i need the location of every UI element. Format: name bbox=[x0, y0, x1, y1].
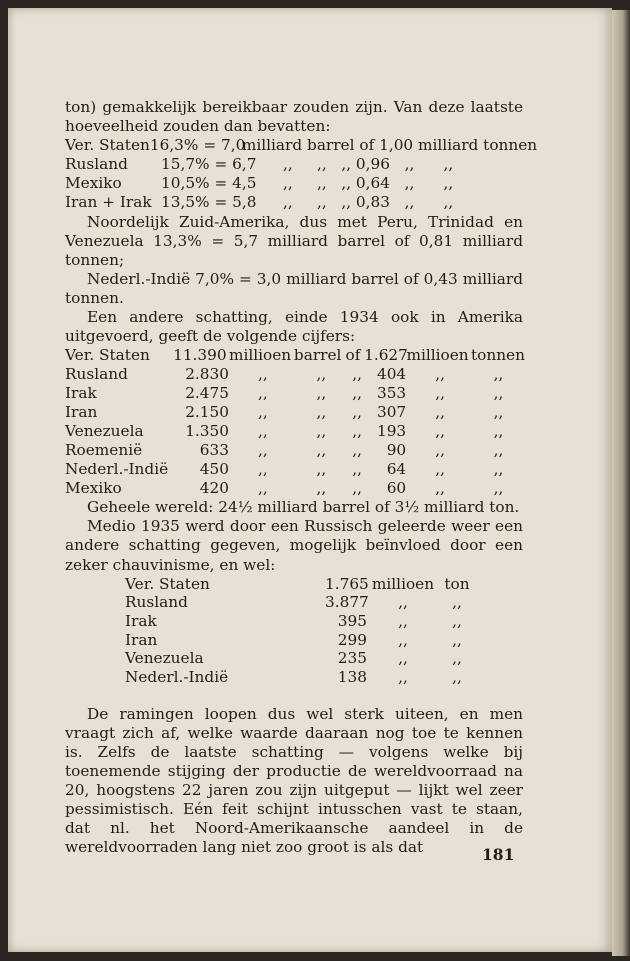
table-row: Mexiko 10,5% = 4,5 ,, ,, ,, 0,64 ,, ,, bbox=[65, 174, 454, 193]
page-number: 181 bbox=[482, 845, 515, 864]
reserves-table-2 bbox=[65, 346, 523, 498]
intro-paragraph: ton) gemakkelijk bereikbaar zouden zijn. Van deze laatste hoeveelheid zouden dan bevatten: bbox=[65, 98, 523, 136]
table-row: Nederl.-Indië 138 ,, ,, bbox=[125, 668, 462, 687]
table-row: Ver. Staten 1.765 millioen ton bbox=[125, 574, 470, 593]
table-row: Iran 2.150 ,, ,, ,, 307 ,, ,, bbox=[65, 403, 504, 422]
reserves-table-3 bbox=[125, 575, 523, 687]
schatting-paragraph: Een andere schatting, einde 1934 ook in Amerika uitgevoerd, geeft de volgende cijfers: bbox=[65, 308, 523, 346]
table-row: Ver. Staten 11.390 millioen barrel of 1.627 millioen tonnen bbox=[65, 346, 525, 365]
table-row: Rusland 15,7% = 6,7 ,, ,, ,, 0,96 ,, ,, bbox=[65, 155, 454, 174]
noord-paragraph: Noordelijk Zuid-Amerika, dus met Peru, Trinidad en Venezuela 13,3% = 5,7 milliard barrel of 0,81 milliard tonnen; bbox=[65, 212, 523, 269]
table-row: Venezuela 235 ,, ,, bbox=[125, 649, 462, 668]
table-row: Nederl.-Indië 450 ,, ,, ,, 64 ,, ,, bbox=[65, 460, 504, 479]
table-row: Iran + Irak 13,5% = 5,8 ,, ,, ,, 0,83 ,, ,, bbox=[65, 193, 454, 212]
table-row: Rusland 2.830 ,, ,, ,, 404 ,, ,, bbox=[65, 365, 504, 384]
indie-paragraph: Nederl.-Indië 7,0% = 3,0 milliard barrel of 0,43 milliard tonnen. bbox=[65, 269, 523, 307]
table-row: Roemenië 633 ,, ,, ,, 90 ,, ,, bbox=[65, 441, 504, 460]
table-row: Mexiko 420 ,, ,, ,, 60 ,, ,, bbox=[65, 479, 504, 498]
table-row: Irak 2.475 ,, ,, ,, 353 ,, ,, bbox=[65, 384, 504, 403]
world-total: Geheele wereld: 24½ milliard barrel of 3½ milliard ton. bbox=[87, 498, 520, 517]
table-row: Ver. Staten 16,3% = 7,0 milliard barrel of 1,00 milliard tonnen bbox=[65, 136, 538, 155]
table-row: Rusland 3.877 ,, ,, bbox=[125, 593, 462, 612]
reserves-table-1 bbox=[65, 136, 538, 212]
page-edge bbox=[612, 10, 630, 956]
ramingen-paragraph: De ramingen loopen dus wel sterk uiteen, en men vraagt zich af, welke waarde daaraan nog toe te kennen is. Zelfs de laatste schatting — volgens welke bij toenemende stijging der productie de wereldvoorraad na 20, hoogstens 22 jaren zou zijn uitgeput — lijkt wel zeer pessimistisch. Eén feit schijnt intusschen vast te staan, dat nl. het Noord-Amerikaansche aandeel in de wereldvoorraden lang niet zoo groot is als dat bbox=[65, 704, 523, 857]
medio-paragraph: Medio 1935 werd door een Russisch geleerde weer een andere schatting gegeven, mogelijk beïnvloed door een zeker chauvinisme, en wel: bbox=[65, 517, 523, 574]
page-body bbox=[65, 98, 538, 857]
table-row: Venezuela 1.350 ,, ,, ,, 193 ,, ,, bbox=[65, 422, 504, 441]
table-row: Irak 395 ,, ,, bbox=[125, 611, 462, 630]
table-row: Iran 299 ,, ,, bbox=[125, 630, 462, 649]
